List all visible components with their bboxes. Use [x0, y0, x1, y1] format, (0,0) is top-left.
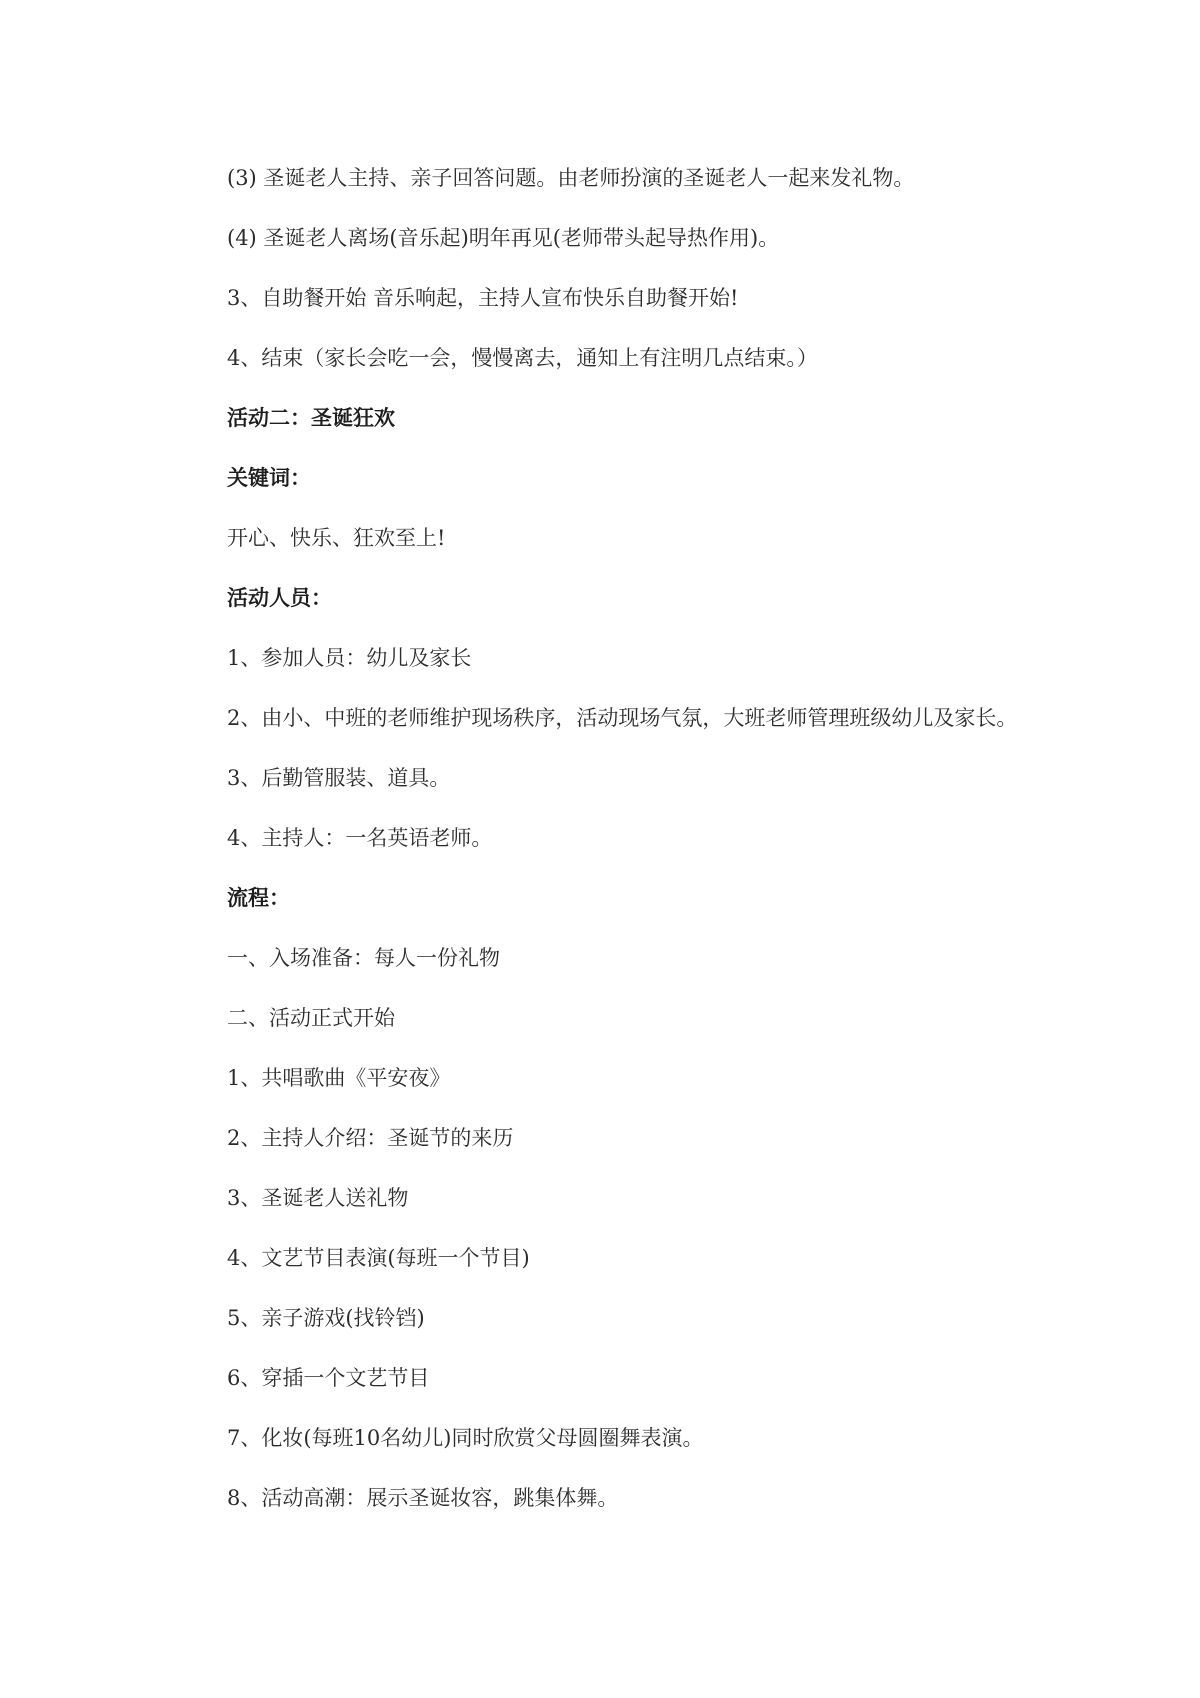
list-item-teachers: 2、由小、中班的老师维护现场秩序，活动现场气氛，大班老师管理班级幼儿及家长。: [227, 706, 1018, 730]
step-performance: 4、文艺节目表演(每班一个节目): [227, 1246, 530, 1270]
paragraph-buffet-start: 3、自助餐开始 音乐响起，主持人宣布快乐自助餐开始!: [227, 286, 739, 310]
step-host-intro: 2、主持人介绍：圣诞节的来历: [227, 1126, 514, 1150]
section-activity-start: 二、活动正式开始: [227, 1006, 395, 1030]
step-santa-gifts: 3、圣诞老人送礼物: [227, 1186, 409, 1210]
list-item-participants: 1、参加人员：幼儿及家长: [227, 646, 472, 670]
paragraph-3-santa-host: (3) 圣诞老人主持、亲子回答问题。由老师扮演的圣诞老人一起来发礼物。: [227, 166, 915, 190]
step-parent-child-game: 5、亲子游戏(找铃铛): [227, 1306, 425, 1330]
paragraph-keywords: 开心、快乐、狂欢至上!: [227, 526, 446, 550]
step-interlude-show: 6、穿插一个文艺节目: [227, 1366, 430, 1390]
step-sing-song: 1、共唱歌曲《平安夜》: [227, 1066, 451, 1090]
heading-activity-two: 活动二：圣诞狂欢: [227, 406, 395, 430]
list-item-logistics: 3、后勤管服装、道具。: [227, 766, 451, 790]
paragraph-4-santa-leaves: (4) 圣诞老人离场(音乐起)明年再见(老师带头起导热作用)。: [227, 226, 780, 250]
step-climax: 8、活动高潮：展示圣诞妆容，跳集体舞。: [227, 1486, 619, 1510]
section-entry-preparation: 一、入场准备：每人一份礼物: [227, 946, 500, 970]
heading-keywords: 关键词：: [227, 466, 311, 490]
step-makeup-dance: 7、化妆(每班10名幼儿)同时欣赏父母圆圈舞表演。: [227, 1426, 704, 1450]
paragraph-end: 4、结束（家长会吃一会，慢慢离去，通知上有注明几点结束。）: [227, 346, 818, 370]
heading-participants: 活动人员：: [227, 586, 332, 610]
list-item-host: 4、主持人：一名英语老师。: [227, 826, 493, 850]
heading-procedure: 流程：: [227, 886, 290, 910]
